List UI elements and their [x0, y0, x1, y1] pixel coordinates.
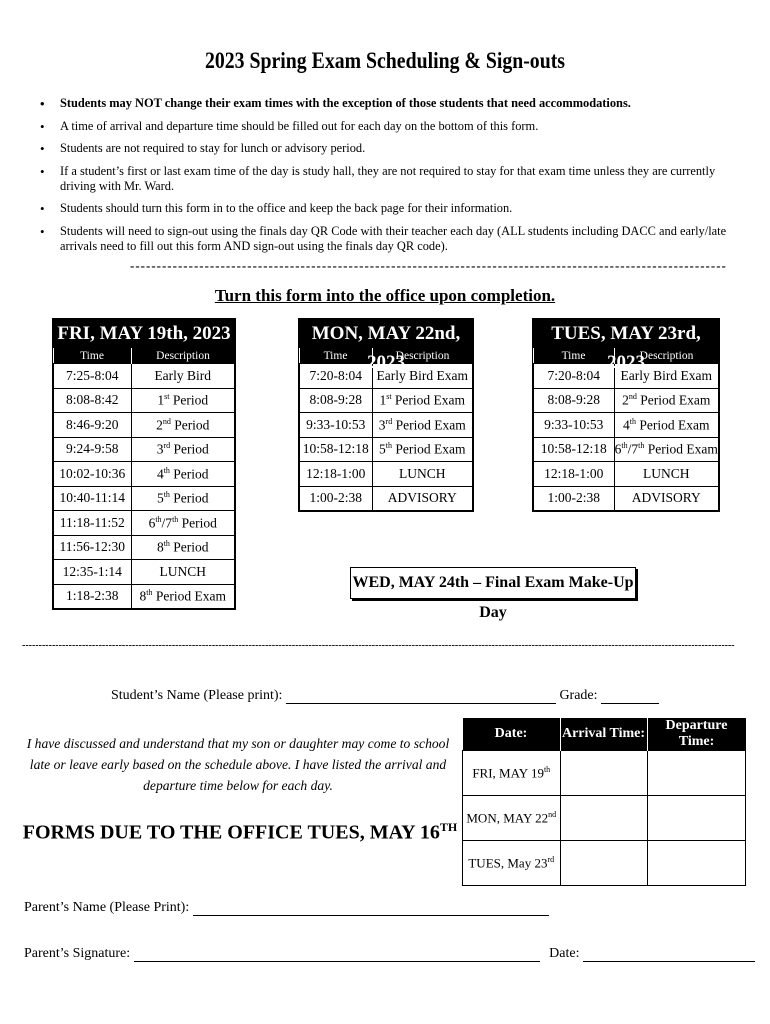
instruction-item: • Students are not required to stay for lunch or advisory period. [36, 141, 752, 156]
schedule-description-part: /7 [627, 441, 639, 457]
instruction-item: • If a student’s first or last exam time of the day is study hall, they are not required to stay for that exam time unless they are currently driving with Mr. Ward. [36, 164, 752, 194]
schedule-friday [52, 318, 236, 610]
schedule-description-part: Period Exam [392, 417, 466, 432]
schedule-row [534, 388, 719, 413]
schedule-description [614, 462, 719, 487]
schedule-description-part: th [146, 588, 153, 597]
schedule-table [53, 348, 235, 609]
column-header-arrival: Arrival Time: [560, 718, 647, 751]
schedule-row [300, 462, 473, 487]
column-header-description: Description [614, 348, 719, 364]
schedule-description [372, 388, 473, 413]
arrival-date-suffix: rd [547, 854, 555, 864]
schedule-description [614, 388, 719, 413]
schedule-time: 8:08-9:28 [300, 388, 373, 413]
schedule-time: 10:58-12:18 [534, 437, 615, 462]
departure-time-field[interactable] [647, 796, 746, 841]
arrival-date [463, 841, 561, 886]
schedule-time: 12:35-1:14 [54, 560, 132, 585]
schedule-row [300, 388, 473, 413]
schedule-row [300, 486, 473, 511]
schedule-description-part: ADVISORY [631, 490, 701, 506]
schedule-description [614, 364, 719, 389]
instruction-item: • Students should turn this form in to the office and keep the back page for their information. [36, 201, 752, 216]
arrival-time-field[interactable] [560, 751, 647, 796]
schedule-description-part: Period [169, 392, 209, 408]
grade-field[interactable] [601, 689, 659, 704]
instruction-item: • Students will need to sign-out using the finals day QR Code with their teacher each day (ALL students including DACC and early/late arrivals need to fill out this form AND sign-out using the finals day QR code). [36, 224, 752, 254]
schedule-description-part: Period Exam [635, 417, 710, 432]
schedule-description-part: 1 [157, 392, 165, 408]
schedule-row [534, 413, 719, 438]
forms-due-text: FORMS DUE TO THE OFFICE TUES, MAY 16 [22, 821, 440, 844]
schedule-description-part: 8 [156, 539, 164, 555]
schedule-description-part: Period Exam [391, 441, 466, 457]
schedule-time: 8:08-9:28 [534, 388, 615, 413]
schedule-description-part: th [172, 514, 179, 524]
schedule-description [131, 413, 235, 438]
schedule-row [534, 364, 719, 389]
schedule-row [54, 364, 235, 389]
schedule-description-part: nd [162, 416, 171, 426]
schedule-row [54, 388, 235, 413]
schedule-row [54, 511, 235, 536]
schedule-rows [54, 364, 235, 609]
parent-name-row [24, 900, 549, 916]
schedule-description-part: Period [169, 539, 209, 555]
parent-name-field[interactable] [193, 901, 549, 916]
schedule-time: 12:18-1:00 [534, 462, 615, 487]
schedule-time: 10:02-10:36 [54, 462, 132, 487]
schedule-description-part: th [629, 416, 636, 426]
schedule-time: 9:33-10:53 [534, 413, 615, 438]
schedule-row [534, 437, 719, 462]
schedule-description-part: th [385, 441, 392, 450]
makeup-day-box: WED, MAY 24th – Final Exam Make-Up Day [350, 567, 636, 599]
grade-label: Grade: [559, 688, 598, 703]
schedule-description-part: Period [170, 441, 209, 457]
schedule-description [131, 486, 235, 511]
schedule-description [372, 437, 473, 462]
schedule-description-part: 4 [156, 466, 164, 481]
schedule-rows [534, 364, 719, 511]
column-header-description: Description [131, 348, 235, 364]
schedule-table [299, 348, 473, 511]
schedule-time: 11:18-11:52 [54, 511, 132, 536]
schedule-time: 7:20-8:04 [534, 364, 615, 389]
departure-time-field[interactable] [647, 841, 746, 886]
schedule-rows [300, 364, 473, 511]
parent-signature-row [24, 946, 755, 962]
schedule-description-part: Period Exam [152, 588, 226, 604]
schedule-description-part: 4 [623, 417, 630, 432]
arrival-date [463, 796, 561, 841]
schedule-description [131, 560, 235, 585]
schedule-description-part: /7 [161, 515, 173, 530]
forms-due-notice [0, 820, 480, 845]
schedule-day-title: MON, MAY 22nd, 2023 [299, 319, 473, 348]
schedule-time: 7:25-8:04 [54, 364, 132, 389]
schedule-row [54, 486, 235, 511]
schedule-description-part: Period Exam [636, 392, 711, 408]
schedule-description-part: LUNCH [643, 465, 690, 481]
schedule-time: 9:33-10:53 [300, 413, 373, 438]
page-title: 2023 Spring Exam Scheduling & Sign-outs [205, 48, 565, 73]
schedule-description-part: Period Exam [644, 441, 718, 457]
schedule-time: 7:20-8:04 [300, 364, 373, 389]
schedule-description-part: st [386, 392, 392, 401]
parent-name-label: Parent’s Name (Please Print): [24, 900, 190, 915]
date-label: Date: [549, 946, 580, 961]
schedule-description-part: 3 [378, 417, 386, 432]
schedule-description [372, 413, 473, 438]
schedule-time: 12:18-1:00 [300, 462, 373, 487]
schedule-row [54, 413, 235, 438]
schedule-description [131, 437, 235, 462]
schedule-description-part: 5 [379, 441, 386, 457]
schedule-description-part: LUNCH [399, 465, 446, 481]
schedule-description-part: th [638, 441, 645, 450]
schedule-description-part: 5 [156, 490, 164, 506]
arrival-date [463, 751, 561, 796]
column-header-time: Time [300, 348, 373, 364]
arrival-time-field[interactable] [560, 796, 647, 841]
schedule-time: 10:40-11:14 [54, 486, 132, 511]
schedule-description-part: rd [163, 441, 171, 450]
schedule-row [300, 437, 473, 462]
schedule-day-title: TUES, MAY 23rd, 2023 [533, 319, 719, 348]
divider-cut-line: ---------------------------------------------------------------------------------------------------------------------------------------------------------------------------------------------------------------------- [22, 640, 735, 651]
schedule-row [54, 584, 235, 609]
schedule-description-part: 6 [148, 515, 156, 530]
column-header-description: Description [372, 348, 473, 364]
schedule-description-part: nd [628, 392, 637, 401]
schedule-description [372, 462, 473, 487]
column-header-time: Time [534, 348, 615, 364]
schedule-description-part: Period [169, 490, 209, 506]
arrival-date-suffix: nd [548, 809, 557, 819]
arrival-row [463, 796, 746, 841]
student-name-label: Student’s Name (Please print): [110, 688, 283, 703]
schedule-row [300, 364, 473, 389]
schedule-row [54, 462, 235, 487]
schedule-time: 10:58-12:18 [300, 437, 373, 462]
schedule-day-title: FRI, MAY 19th, 2023 [53, 319, 235, 348]
arrival-date-text: TUES, May 23 [468, 855, 548, 871]
schedule-description [614, 486, 719, 511]
arrival-date-text: FRI, MAY 19 [472, 765, 544, 781]
schedule-row [534, 462, 719, 487]
schedule-description-part: ADVISORY [387, 490, 457, 506]
date-field[interactable] [583, 947, 755, 962]
schedule-description-part: 8 [139, 588, 147, 604]
schedule-description-part: th [155, 514, 162, 524]
schedule-description-part: 6 [614, 441, 622, 457]
schedule-description-part: st [164, 392, 170, 401]
turn-in-instruction: Turn this form into the office upon completion. [214, 286, 556, 305]
schedule-description-part: rd [385, 416, 393, 426]
forms-due-suffix: TH [439, 820, 458, 834]
schedule-description-part: LUNCH [159, 563, 206, 579]
student-name-field[interactable] [286, 689, 556, 704]
column-header-time: Time [54, 348, 132, 364]
arrival-date-suffix: th [543, 764, 551, 774]
student-name-row [0, 688, 770, 704]
schedule-description-part: 1 [379, 392, 387, 408]
schedule-description [372, 364, 473, 389]
schedule-description [131, 535, 235, 560]
schedule-description [131, 511, 235, 536]
arrival-departure-table [462, 718, 746, 886]
schedule-description-part: 2 [156, 417, 163, 432]
column-header-departure: Departure Time: [647, 718, 746, 751]
schedule-time: 1:00-2:38 [300, 486, 373, 511]
schedule-description-part: Period Exam [391, 392, 466, 408]
instruction-item: • A time of arrival and departure time should be filled out for each day on the bottom of this form. [36, 119, 752, 134]
schedule-monday [298, 318, 474, 512]
schedule-row [54, 437, 235, 462]
schedule-description [131, 364, 235, 389]
schedule-time: 9:24-9:58 [54, 437, 132, 462]
schedule-time: 1:18-2:38 [54, 584, 132, 609]
schedule-description-part: Early Bird Exam [620, 367, 712, 383]
schedule-tuesday [532, 318, 720, 512]
schedule-description-part: Early Bird Exam [376, 367, 468, 383]
schedule-description [372, 486, 473, 511]
schedule-table [533, 348, 719, 511]
arrival-time-field[interactable] [560, 841, 647, 886]
schedule-description-part: Period [178, 515, 217, 530]
schedule-description [614, 413, 719, 438]
schedule-description-part: th [621, 441, 628, 450]
arrival-row [463, 751, 746, 796]
schedule-description-part: 2 [622, 392, 629, 408]
schedule-description [131, 584, 235, 609]
schedule-description-part: th [163, 539, 170, 548]
divider-dashed: ---------------------------------------------------------------------------------------------------------------- [130, 258, 727, 273]
schedule-description-part: th [163, 465, 170, 475]
instruction-item: • Students may NOT change their exam times with the exception of those students that need accommodations. [36, 96, 752, 111]
schedule-description-part: th [163, 490, 170, 499]
schedule-row [54, 535, 235, 560]
arrival-row [463, 841, 746, 886]
schedule-description-part: 3 [156, 441, 164, 457]
schedule-time: 8:46-9:20 [54, 413, 132, 438]
schedule-description-part: Period [170, 417, 210, 432]
acknowledgement-text: I have discussed and understand that my son or daughter may come to school late or leave early based on the schedule above. I have listed the arrival and departure time below for each day. [26, 736, 450, 793]
schedule-time: 1:00-2:38 [534, 486, 615, 511]
parent-signature-field[interactable] [134, 947, 540, 962]
instructions-list [36, 96, 752, 261]
column-header-date: Date: [463, 718, 561, 751]
schedule-row [300, 413, 473, 438]
parent-signature-label: Parent’s Signature: [24, 946, 131, 961]
schedule-description-part: Early Bird [154, 367, 212, 383]
schedule-description-part: Period [169, 466, 209, 481]
schedule-time: 11:56-12:30 [54, 535, 132, 560]
departure-time-field[interactable] [647, 751, 746, 796]
arrival-date-text: MON, MAY 22 [466, 810, 549, 826]
schedule-description [614, 437, 719, 462]
schedule-time: 8:08-8:42 [54, 388, 132, 413]
schedule-description [131, 388, 235, 413]
schedule-row [54, 560, 235, 585]
schedule-description [131, 462, 235, 487]
schedule-row [534, 486, 719, 511]
